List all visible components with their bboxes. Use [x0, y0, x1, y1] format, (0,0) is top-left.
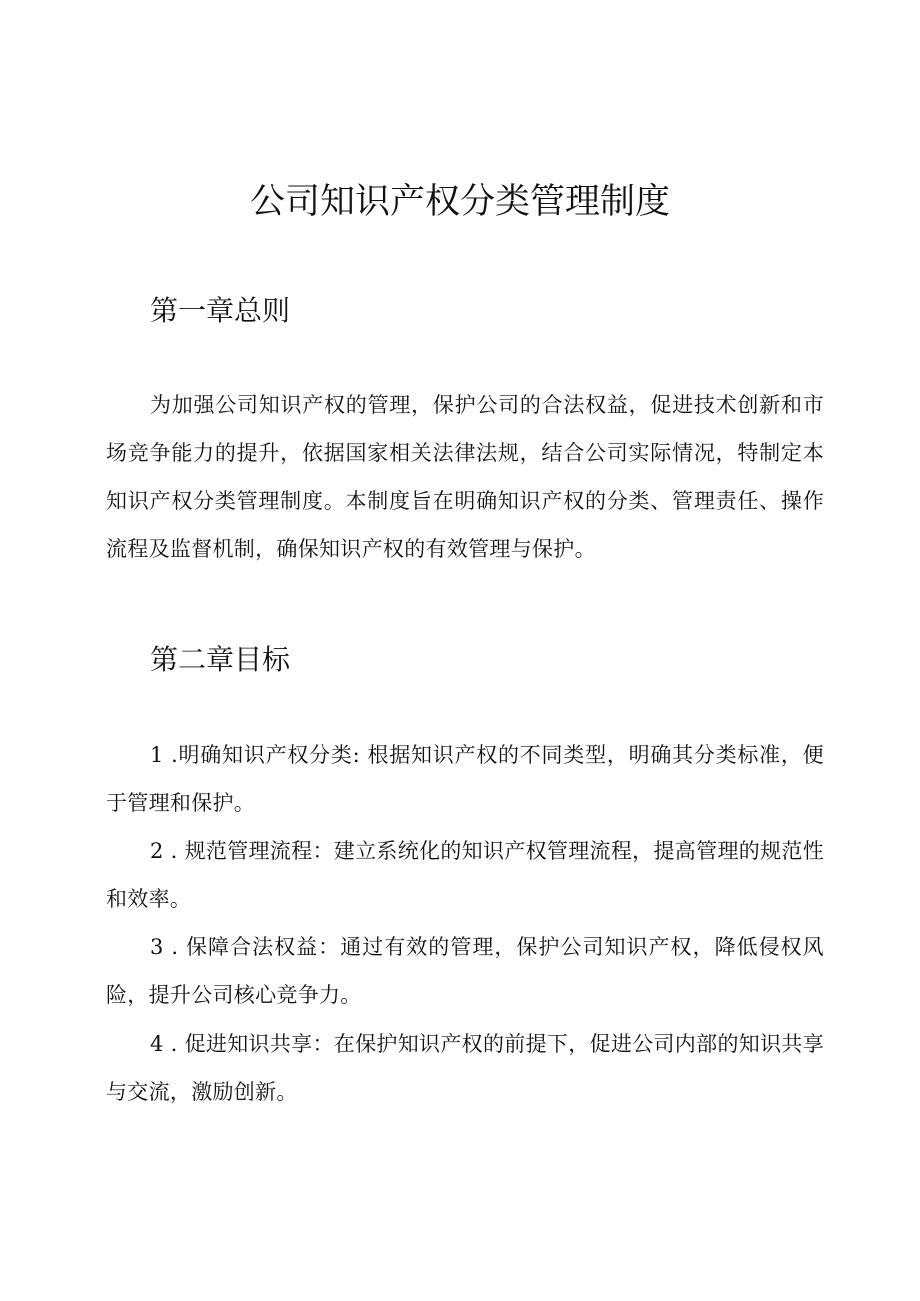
- chapter-1-paragraph: 为加强公司知识产权的管理，保护公司的合法权益，促进技术创新和市场竞争能力的提升，依据国家相关法律法规，结合公司实际情况，特制定本知识产权分类管理制度。本制度旨在明确知识产权的分类、管理责任、操作流程及监督机制，确保知识产权的有效管理与保护。: [106, 393, 824, 561]
- goal-item-4: 4 . 促进知识共享：在保护知识产权的前提下，促进公司内部的知识共享与交流，激励创新。: [106, 1032, 824, 1104]
- goal-item-2: 2 . 规范管理流程：建立系统化的知识产权管理流程，提高管理的规范性和效率。: [106, 839, 824, 911]
- chapter-1-heading: 第一章总则: [150, 294, 291, 327]
- chapter-2-heading: 第二章目标: [150, 643, 291, 676]
- goal-item-3: 3 . 保障合法权益：通过有效的管理，保护公司知识产权，降低侵权风险，提升公司核心竞争力。: [106, 935, 824, 1007]
- document-title: 公司知识产权分类管理制度: [249, 182, 670, 222]
- goal-item-1: 1 .明确知识产权分类: 根据知识产权的不同类型，明确其分类标准，便于管理和保护。: [106, 743, 824, 815]
